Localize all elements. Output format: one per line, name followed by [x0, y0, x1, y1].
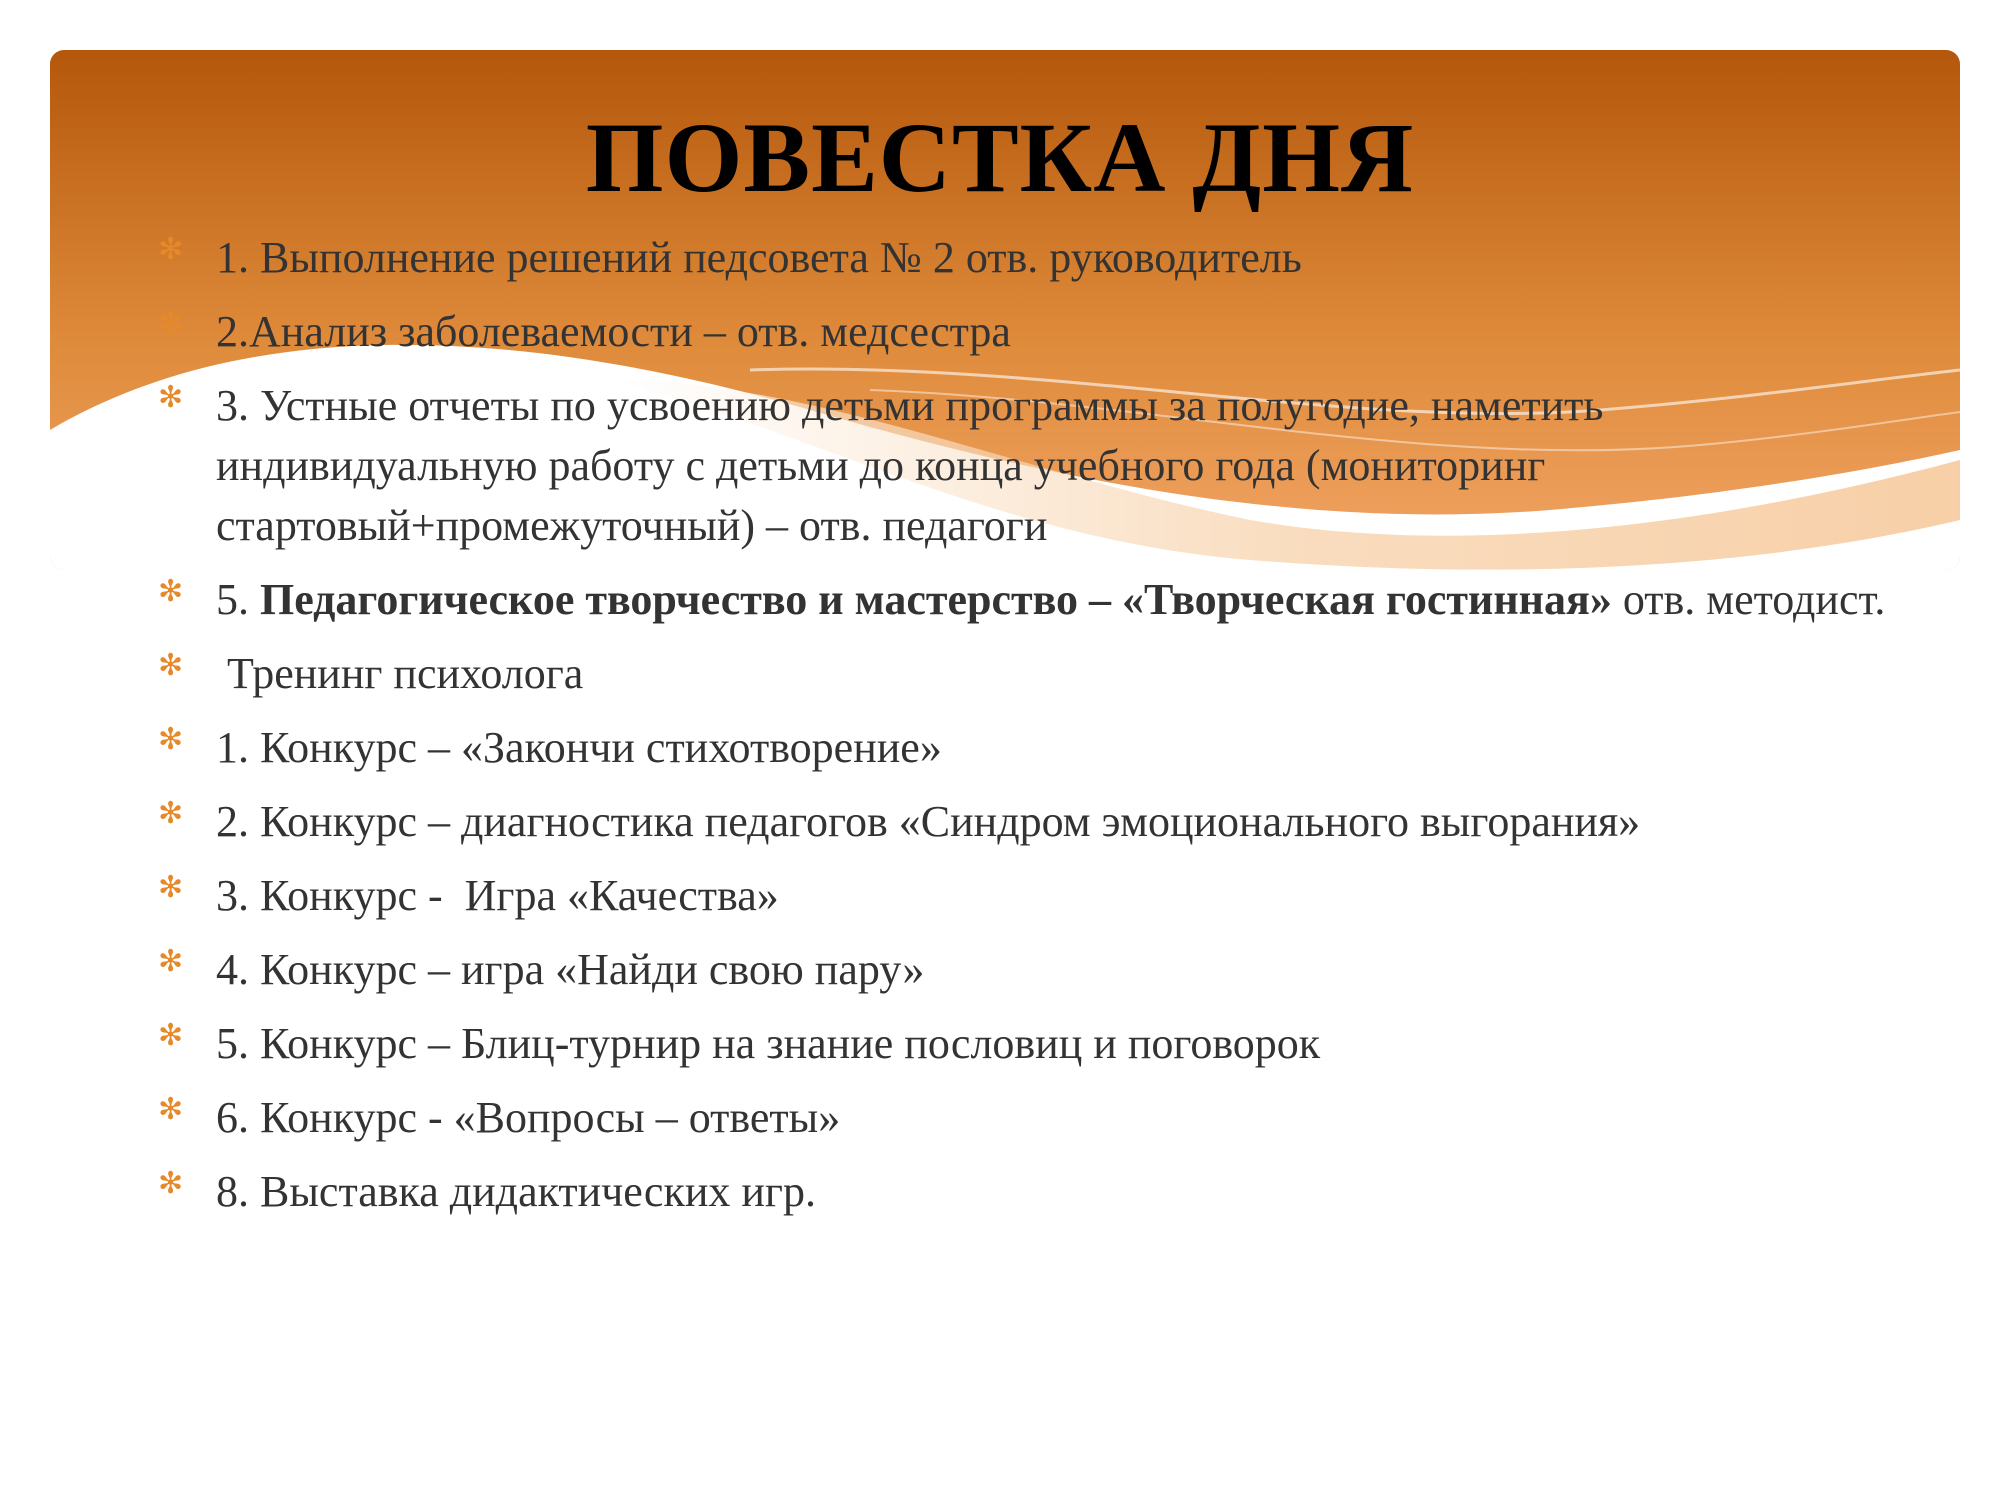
agenda-item [150, 644, 1910, 704]
agenda-item-text: 3. Конкурс - Игра «Качества» [216, 871, 779, 920]
asterisk-bullet-icon: ✻ [158, 574, 184, 609]
asterisk-bullet-icon: ✻ [158, 380, 184, 415]
agenda-item-prefix: 5. [216, 575, 260, 624]
agenda-item-text: 6. Конкурс - «Вопросы – ответы» [216, 1093, 841, 1142]
agenda-item-text: 8. Выставка дидактических игр. [216, 1167, 816, 1216]
agenda-item [150, 866, 1910, 926]
agenda-list [150, 228, 1910, 1236]
agenda-item-text: 1. Конкурс – «Закончи стихотворение» [216, 723, 942, 772]
agenda-item-text: 3. Устные отчеты по усвоению детьми программы за полугодие, наметить индивидуальную работу с детьми до конца учебного года (мониторинг стартовый+промежуточный) – отв. педагоги [216, 381, 1604, 550]
agenda-item [150, 1162, 1910, 1222]
agenda-item-text: 5. Конкурс – Блиц-турнир на знание пословиц и поговорок [216, 1019, 1321, 1068]
agenda-item-text: Тренинг психолога [216, 649, 584, 698]
asterisk-bullet-icon: ✻ [158, 306, 184, 341]
asterisk-bullet-icon: ✻ [158, 1092, 184, 1127]
agenda-item [150, 792, 1910, 852]
asterisk-bullet-icon: ✻ [158, 944, 184, 979]
asterisk-bullet-icon: ✻ [158, 1166, 184, 1201]
agenda-item-text: 1. Выполнение решений педсовета № 2 отв. руководитель [216, 233, 1302, 282]
slide-title: ПОВЕСТКА ДНЯ [585, 102, 1415, 213]
asterisk-bullet-icon: ✻ [158, 1018, 184, 1053]
agenda-item [150, 1014, 1910, 1074]
agenda-item-suffix: отв. методист. [1611, 575, 1886, 624]
asterisk-bullet-icon: ✻ [158, 232, 184, 267]
agenda-item-bold: Педагогическое творчество и мастерство – «Творческая гостинная» [260, 575, 1612, 624]
agenda-item-text: 2.Анализ заболеваемости – отв. медсестра [216, 307, 1011, 356]
asterisk-bullet-icon: ✻ [158, 722, 184, 757]
asterisk-bullet-icon: ✻ [158, 796, 184, 831]
agenda-item [150, 228, 1910, 288]
agenda-item [150, 1088, 1910, 1148]
asterisk-bullet-icon: ✻ [158, 648, 184, 683]
agenda-item [150, 570, 1910, 630]
agenda-item-text [216, 570, 1910, 630]
asterisk-bullet-icon: ✻ [158, 870, 184, 905]
agenda-item-text: 2. Конкурс – диагностика педагогов «Синдром эмоционального выгорания» [216, 797, 1641, 846]
agenda-item [150, 718, 1910, 778]
agenda-item [150, 376, 1910, 556]
agenda-item [150, 302, 1910, 362]
agenda-item [150, 940, 1910, 1000]
agenda-item-text: 4. Конкурс – игра «Найди свою пару» [216, 945, 925, 994]
